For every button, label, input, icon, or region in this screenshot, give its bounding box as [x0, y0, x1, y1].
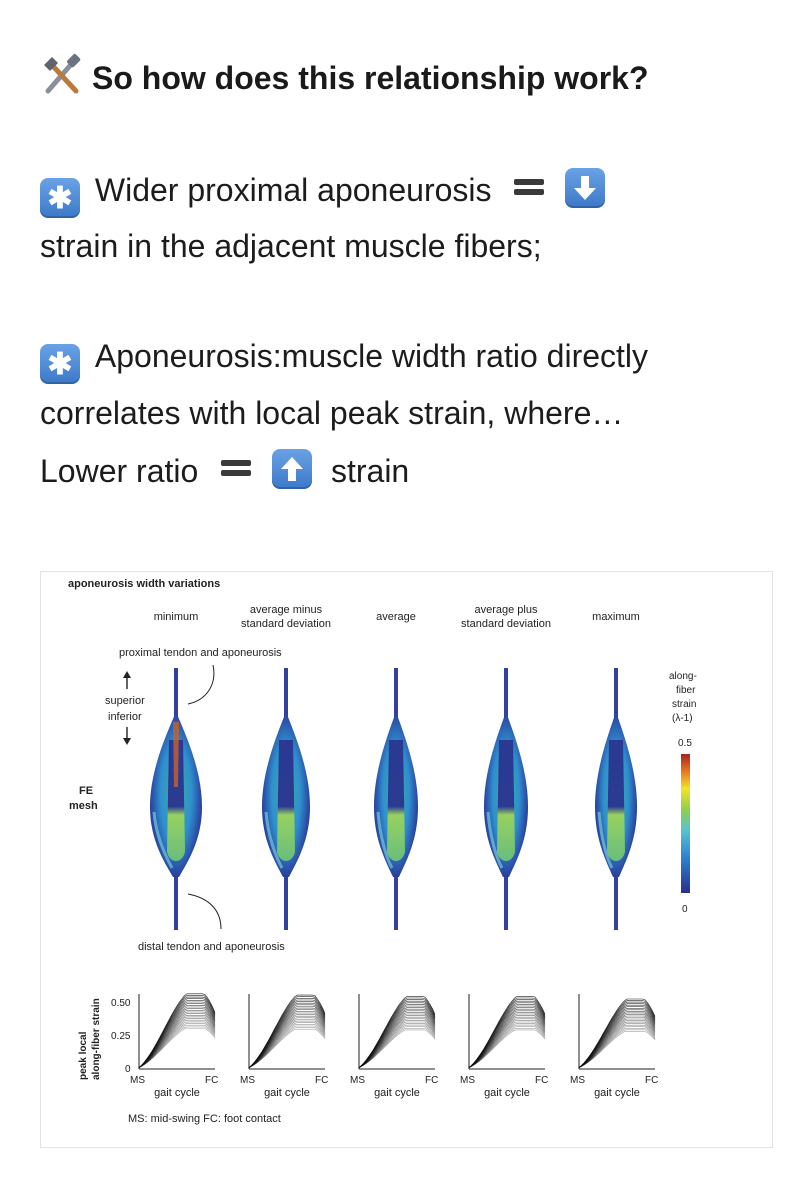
- plot-3-x-start: MS: [350, 1075, 365, 1086]
- up-arrow-box-icon: [272, 449, 312, 489]
- colorbar-title-1: along-: [669, 671, 697, 682]
- column-header-3: average: [376, 611, 416, 623]
- strain-plot-5: [570, 994, 658, 1099]
- heading-text: So how does this relationship work?: [92, 60, 649, 96]
- equals-icon: [221, 456, 251, 480]
- strain-plot-3: [350, 994, 438, 1099]
- asterisk-box-icon: ✱: [40, 344, 80, 384]
- superior-label: superior: [105, 695, 145, 707]
- hammer-and-wrench-icon: [40, 53, 84, 97]
- row-label-fe: FE: [79, 785, 94, 797]
- distal-pointer: [188, 894, 221, 929]
- colorbar-min: 0: [682, 904, 688, 915]
- column-header-2-line2: standard deviation: [241, 618, 331, 630]
- strain-text: strain: [330, 453, 410, 489]
- column-header-2: average minus: [249, 604, 323, 616]
- ytick-025: 0.25: [111, 1031, 131, 1042]
- row-label-mesh: mesh: [69, 800, 98, 812]
- asterisk-box-icon: ✱: [40, 178, 80, 218]
- bullet-2-line-2: correlates with local peak strain, where…: [40, 395, 624, 431]
- plot-4-x-end: FC: [535, 1075, 549, 1086]
- plot-5-xlabel: gait cycle: [594, 1087, 640, 1099]
- plot-1-x-start: MS: [130, 1075, 145, 1086]
- bullet-1-text: Wider proximal aponeurosis: [94, 172, 492, 208]
- column-header-5: maximum: [592, 611, 640, 623]
- column-header-4: average plus: [474, 604, 538, 616]
- superior-inferior-arrows: [105, 671, 145, 745]
- lower-ratio-text: Lower ratio: [40, 453, 199, 489]
- post-heading: [40, 52, 649, 104]
- column-header-1: minimum: [153, 611, 199, 623]
- colorbar-max: 0.5: [678, 738, 692, 749]
- fe-mesh-3: [374, 668, 418, 930]
- ytick-0: 0: [125, 1064, 131, 1075]
- plot-3-x-end: FC: [425, 1075, 439, 1086]
- plot-3-xlabel: gait cycle: [374, 1087, 420, 1099]
- strain-plot-4: [460, 994, 548, 1099]
- fe-meshes: [150, 668, 637, 930]
- proximal-pointer: [188, 665, 214, 704]
- ytick-050: 0.50: [111, 998, 131, 1009]
- figure-title: aponeurosis width variations: [68, 578, 221, 590]
- colorbar: [669, 671, 697, 915]
- plot-4-xlabel: gait cycle: [484, 1087, 530, 1099]
- column-headers: [154, 604, 640, 630]
- proximal-label: proximal tendon and aponeurosis: [119, 647, 282, 659]
- inferior-label: inferior: [108, 711, 142, 723]
- plot-2-x-start: MS: [240, 1075, 255, 1086]
- colorbar-title-4: (λ-1): [672, 713, 693, 724]
- plot-4-x-start: MS: [460, 1075, 475, 1086]
- plots-legend: MS: mid-swing FC: foot contact: [128, 1113, 281, 1125]
- colorbar-gradient: [681, 754, 690, 893]
- aponeurosis-figure: [40, 571, 773, 1148]
- colorbar-title-2: fiber: [676, 685, 696, 696]
- plot-5-x-end: FC: [645, 1075, 659, 1086]
- plots-yticks: [111, 998, 131, 1075]
- bullet-1-line-1: [40, 168, 605, 218]
- figure-canvas: [41, 572, 772, 1147]
- bullet-1-line-2: strain in the adjacent muscle fibers;: [40, 228, 542, 264]
- plot-1-xlabel: gait cycle: [154, 1087, 200, 1099]
- equals-icon: [514, 175, 544, 199]
- bullet-2-line-3: [40, 449, 409, 491]
- fe-mesh-1: [150, 668, 202, 930]
- distal-label: distal tendon and aponeurosis: [138, 941, 285, 953]
- plot-2-xlabel: gait cycle: [264, 1087, 310, 1099]
- strain-plots: [130, 994, 658, 1099]
- plots-ylabel-line1: peak local: [78, 1031, 89, 1080]
- plot-2-x-end: FC: [315, 1075, 329, 1086]
- fe-mesh-2: [262, 668, 310, 930]
- strain-plot-1: [130, 994, 218, 1099]
- plot-5-x-start: MS: [570, 1075, 585, 1086]
- bullet-2-line-1: [40, 336, 648, 384]
- colorbar-title-3: strain: [672, 699, 697, 710]
- down-arrow-box-icon: [565, 168, 605, 208]
- strain-plot-2: [240, 994, 328, 1099]
- plots-ylabel: [78, 998, 102, 1080]
- column-header-4-line2: standard deviation: [461, 618, 551, 630]
- fe-mesh-5: [595, 668, 637, 930]
- bullet-2-text: Aponeurosis:muscle width ratio directly: [94, 338, 649, 374]
- plots-ylabel-line2: along-fiber strain: [91, 998, 102, 1080]
- fe-mesh-4: [484, 668, 528, 930]
- plot-1-x-end: FC: [205, 1075, 219, 1086]
